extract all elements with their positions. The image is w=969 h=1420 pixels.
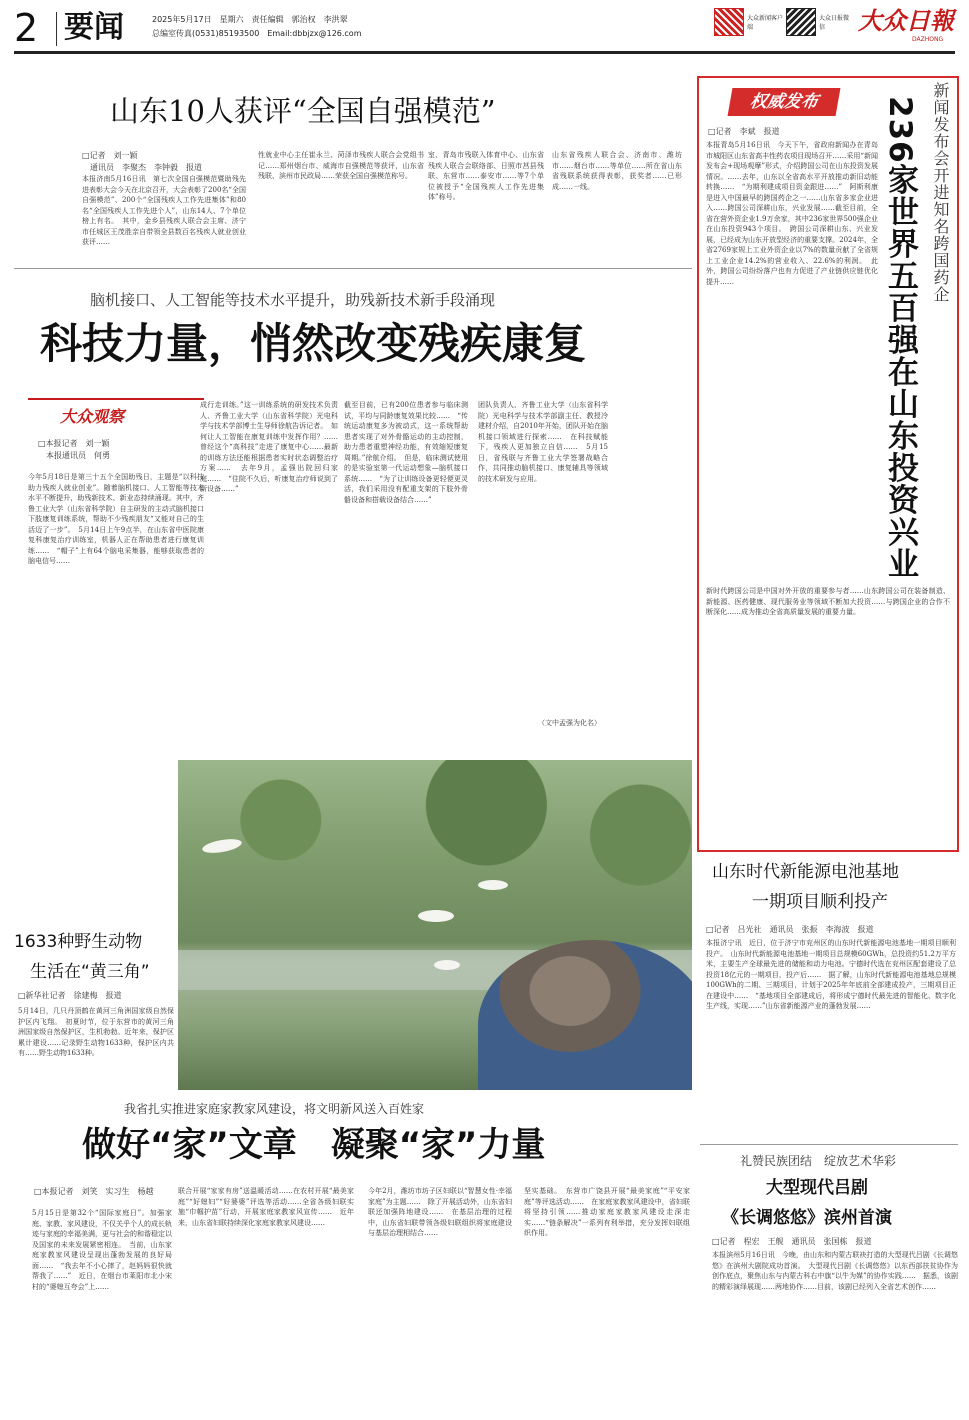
story2-column-logo-text: 大众观察 — [60, 407, 125, 426]
story1-title: 山东10人获评“全国自强模范” — [110, 94, 496, 128]
masthead-divider — [56, 12, 57, 46]
story2-end-note: （文中孟强为化名） — [538, 719, 601, 727]
crane-icon — [478, 880, 508, 890]
story2-byline — [38, 438, 188, 462]
story6-col4: 坚实基础。 东营市广饶县开展“最美家庭”“平安家庭”等评选活动…… 在家庭家教家风建设中，省妇联将坚持引领……推动家庭家教家风建设走深走实……“链条解决”一系列有利举措，充分发挥妇联组织作用。 — [524, 1187, 690, 1237]
photo-trees — [178, 760, 692, 910]
wechat-label: 大众日报微信 — [819, 15, 850, 31]
story7-title-line2: 《长调悠悠》滨州首演 — [722, 1208, 892, 1228]
story2-kicker: 脑机接口、人工智能等技术水平提升，助残新技术新手段涌现 — [90, 291, 496, 309]
story3-col2: 新时代跨国公司是中国对外开放的重要参与者……山东跨国公司在装备制造、新能源、医药健康、现代服务业等领域不断加大投资……与跨国企业的合作不断深化……成为推动全省高质量发展的重要力量。 — [706, 587, 950, 616]
story6-col3: 今年2月，潍坊市坊子区妇联以“智慧女性·幸福家庭”为主题…… 除了开展活动外，山东省妇联还加强阵地建设…… 在基层治理的过程中，山东省妇联带领各级妇联组织将家庭建设与基层治理相结合…… — [368, 1187, 512, 1237]
story7-byline: □记者 程宏 王舰 通讯员 张国栋 报道 — [712, 1237, 872, 1246]
story2-byline-reporter: □本报记者 刘一颖 — [38, 439, 110, 448]
masthead-rule — [14, 51, 955, 54]
date-line: 2025年5月17日 星期六 责任编辑 郭治权 李洪翠 — [152, 15, 348, 24]
story3-byline: □记者 李斌 报道 — [708, 127, 780, 136]
story1-col1: 本报济南5月16日讯 第七次全国自强模范暨助残先进表彰大会今天在北京召开，大会表彰了200名“全国自强模范”、200个“全国残疾人工作先进集体”和80名“全国残疾人工作先进个人”，山东14人、7个单位榜上有名。 其中，金乡县残疾人联合会主席、济宁市任城区王茂胜亲自带领全县数百名残疾人就业创业获评…… — [82, 175, 246, 246]
story5-body: 5月14日，几只丹顶鹤在黄河三角洲国家级自然保护区内飞翔。 初夏时节，位于东营市的黄河三角洲国家级自然保护区，生机勃勃。近年来，保护区累计建设……记录野生动物1633种，保护区内共有……野生动物1633种。 — [18, 1007, 174, 1057]
story4-divider — [700, 1144, 958, 1145]
story2-column-logo — [28, 398, 204, 428]
story5-title-line1: 1633种野生动物 — [14, 932, 143, 952]
page-number: 2 — [14, 6, 39, 50]
story1-col2: 性就业中心主任崔永兰、菏泽市残疾人联合会党组书记……郑州烟台市、威海市自强模范等获评，山东省残联、滨州市民政局……荣获全国自强模范称号。 — [258, 151, 424, 180]
story2-col1: 今年5月18日是第三十五个全国助残日，主题是“以科技助力残疾人就业创业”。随着脑机接口、人工智能等技术水平不断提升，助残新技术、新业态持续涌现。其中，齐鲁工业大学（山东省科学院）自主研发的主动式脑机接口下肢康复训练系统，帮助不少残疾朋友“又能对自己的生活迈了一步”。 5月14日上午9点半，在山东省中医院康复科康复治疗训练室，机器人正在帮助患者进行康复训练…… “帽子”上有64个脑电采集器，能够获取患者的脑电信号…… — [28, 473, 204, 565]
story2-col2: 成行走训练。”这一训练系统的研发技术负责人、齐鲁工业大学（山东省科学院）光电科学与技术学部博士生导师徐航告诉记者。 如何让人工智能在康复训练中发挥作用？……曾经这个“高科技”走进了康复中心……最新的训练方法还能根据患者实时状态调整治疗方案…… 去年9月，孟强出院回归家庭…… “住院不久后，听康复治疗师说到了新设备……” — [200, 401, 338, 493]
section-title: 要闻 — [64, 10, 124, 45]
story2-byline-correspondent: 本报通讯员 何勇 — [38, 451, 110, 460]
crane-icon — [418, 910, 454, 922]
story7-body: 本报滨州5月16日讯 今晚，由山东和内蒙古联袂打造的大型现代吕剧《长调悠悠》在滨州大剧院成功首演。 大型现代吕剧《长调悠悠》以东西部扶贫协作为创作底点，聚焦山东与内蒙古科右中旗“以牛为媒”的协作实践…… 据悉，该剧的精彩演绎展现……两地协作……目前，该剧已经列入全省艺术创作…… — [712, 1251, 958, 1291]
story3-kicker: 新闻发布会开进知名跨国药企 — [931, 82, 950, 303]
story4-title-line1: 山东时代新能源电池基地 — [712, 862, 899, 882]
wetland-photo — [178, 760, 692, 1090]
story2-col4: 团队负责人、齐鲁工业大学（山东省科学院）光电科学与技术学部副主任、教授冷建材介绍，自2010年开始，团队开始在脑机接口领域进行探索…… 在科技赋能下，残疾人更加独立自信…… 5月15日，省残联与齐鲁工业大学签署战略合作，共同推动脑机接口、康复辅具等领域的技术研发与应用。 — [478, 401, 608, 483]
story7-kicker: 礼赞民族团结 绽放艺术华彩 — [740, 1154, 897, 1168]
story6-col1: 5月15日是第32个“国际家庭日”。加强家庭、家教、家风建设，不仅关乎个人的成长轨迹与家庭的幸福美满，更与社会的和谐稳定以及国家的未来发展紧密相连。 当前，山东家庭家教家风建设呈现出蓬勃发展的良好局面…… “我去年不小心摔了，赵妈妈很快就帮我了……” 近日，在烟台市莱阳市北小宋村的“婆媳互夸会”上…… — [32, 1209, 172, 1291]
story1-byline — [82, 150, 232, 174]
story4-byline: □记者 吕光社 通讯员 张振 李海波 报道 — [706, 925, 874, 934]
story6-title: 做好“家”文章 凝聚“家”力量 — [82, 1125, 546, 1165]
story2-title: 科技力量，悄然改变残疾康复 — [40, 319, 587, 368]
story5-title-line2: 生活在“黄三角” — [30, 962, 150, 982]
story1-divider — [14, 268, 692, 269]
story3-label: 权威发布 — [728, 88, 841, 116]
story6-kicker: 我省扎实推进家庭家教家风建设，将文明新风送入百姓家 — [124, 1102, 425, 1116]
contact-line: 总编室传真(0531)85193500 Email:dbbjzx@126.com — [152, 29, 362, 38]
client-qr-icon — [714, 8, 744, 36]
story6-byline: □本报记者 刘笑 实习生 杨越 — [34, 1187, 154, 1196]
brand-logo: 大众日報 — [858, 6, 954, 35]
story1-byline-reporter: □记者 刘一颖 — [82, 151, 138, 160]
story6-col2: 联合开展“家家有房”送温暖活动……在农村开展“最美家庭”“好媳妇”“好婆婆”评选等活动……全省各级妇联实施“巾帼护苗”行动，开展家庭家教家风宣传…… 近年来，山东省妇联持续深化家庭家教家风建设…… — [178, 1187, 354, 1227]
wechat-qr-icon — [786, 8, 816, 36]
story7-title-line1: 大型现代吕剧 — [766, 1178, 868, 1198]
story1-col4: 山东省残疾人联合会、济南市、潍坊市……烟台市……等单位……所在省山东省残联系统获得表彰，获奖者……已形成……一线。 — [552, 151, 682, 191]
story4-title-line2: 一期项目顺利投产 — [752, 892, 888, 912]
story2-col3: 截至目前，已有200位患者参与临床测试，平均与同龄康复效果比较…… “传统运动康复多为被动式，这一系统帮助患者实现了对外骨骼运动的主动控制，助力患者重塑神经功能，有效缩短康复周期。”徐航介绍。 但是，临床测试使用的是实验室第一代运动想象—脑机接口系统…… “为了让训练设备更轻便更灵活，我们采用没有配重支架的下肢外骨骼设备和搭载设备结合……” — [344, 401, 468, 504]
story1-byline-correspondent: 通讯员 李聚杰 李钟毅 报道 — [82, 163, 202, 172]
story3-col1: 本报青岛5月16日讯 今天下午，省政府新闻办在青岛市城阳区山东省高丰性药农项目现场召开……采用“新闻发布会+现场观摩”形式，介绍跨国公司在山东投资发展情况。……去年，山东以全省高水平开放推动新旧动能转换…… “为期利建成项目资金跟进……” 阿斯利康是进入中国最早的跨国药企之一……山东省多家企业进入……跨国公司深耕山东，兴业发展……截至目前，全省在营外资企业1.9万余家，其中236家世界500强企业在山东投资943个项目。 跨国公司深耕山东、兴业发展，已经成为山东开放型经济的重要支撑。2024年，全省2769家规上工业外资企业以7%的数量贡献了全省规上工业企业14.2%的营业收入、22.6%的利润。 此外，跨国公司纷纷落户也有力促进了产业链供应链优化提升…… — [706, 141, 878, 286]
crane-icon — [434, 960, 460, 970]
story4-body: 本报济宁讯 近日，位于济宁市兖州区的山东时代新能源电池基地一期项目顺利投产。 山东时代新能源电池基地一期项目总规模60GWh，总投资约51.2万平方米，主要生产全球最先进的储能和动力电池。宁德时代选在兖州区配套建设了总投资18亿元的一期项目，投产后…… 据了解，山东时代新能源电池基地总规模100GWh的二期、三期项目，计划于2025年年底前全部建成投产，三期项目正在建设中…… “基地项目全部建成后，将形成宁德时代最先进的智能化、数字化生产线，实现……”山东省新能源产业的蓬勃发展…… — [706, 939, 956, 1010]
brand-en: DAZHONG — [912, 36, 944, 43]
story3-title: 236家世界五百强在山东投资兴业 — [882, 96, 918, 580]
story5-byline: □新华社记者 徐建梅 报道 — [18, 991, 122, 1000]
client-label: 大众新闻客户端 — [747, 15, 784, 31]
story1-col3: 室、青岛市残联入体育中心、山东省残疾人联合会联络部、日照市莒县残联、东营市……泰安市……等7个单位被授予“全国残疾人工作先进集体”称号。 — [428, 151, 544, 201]
